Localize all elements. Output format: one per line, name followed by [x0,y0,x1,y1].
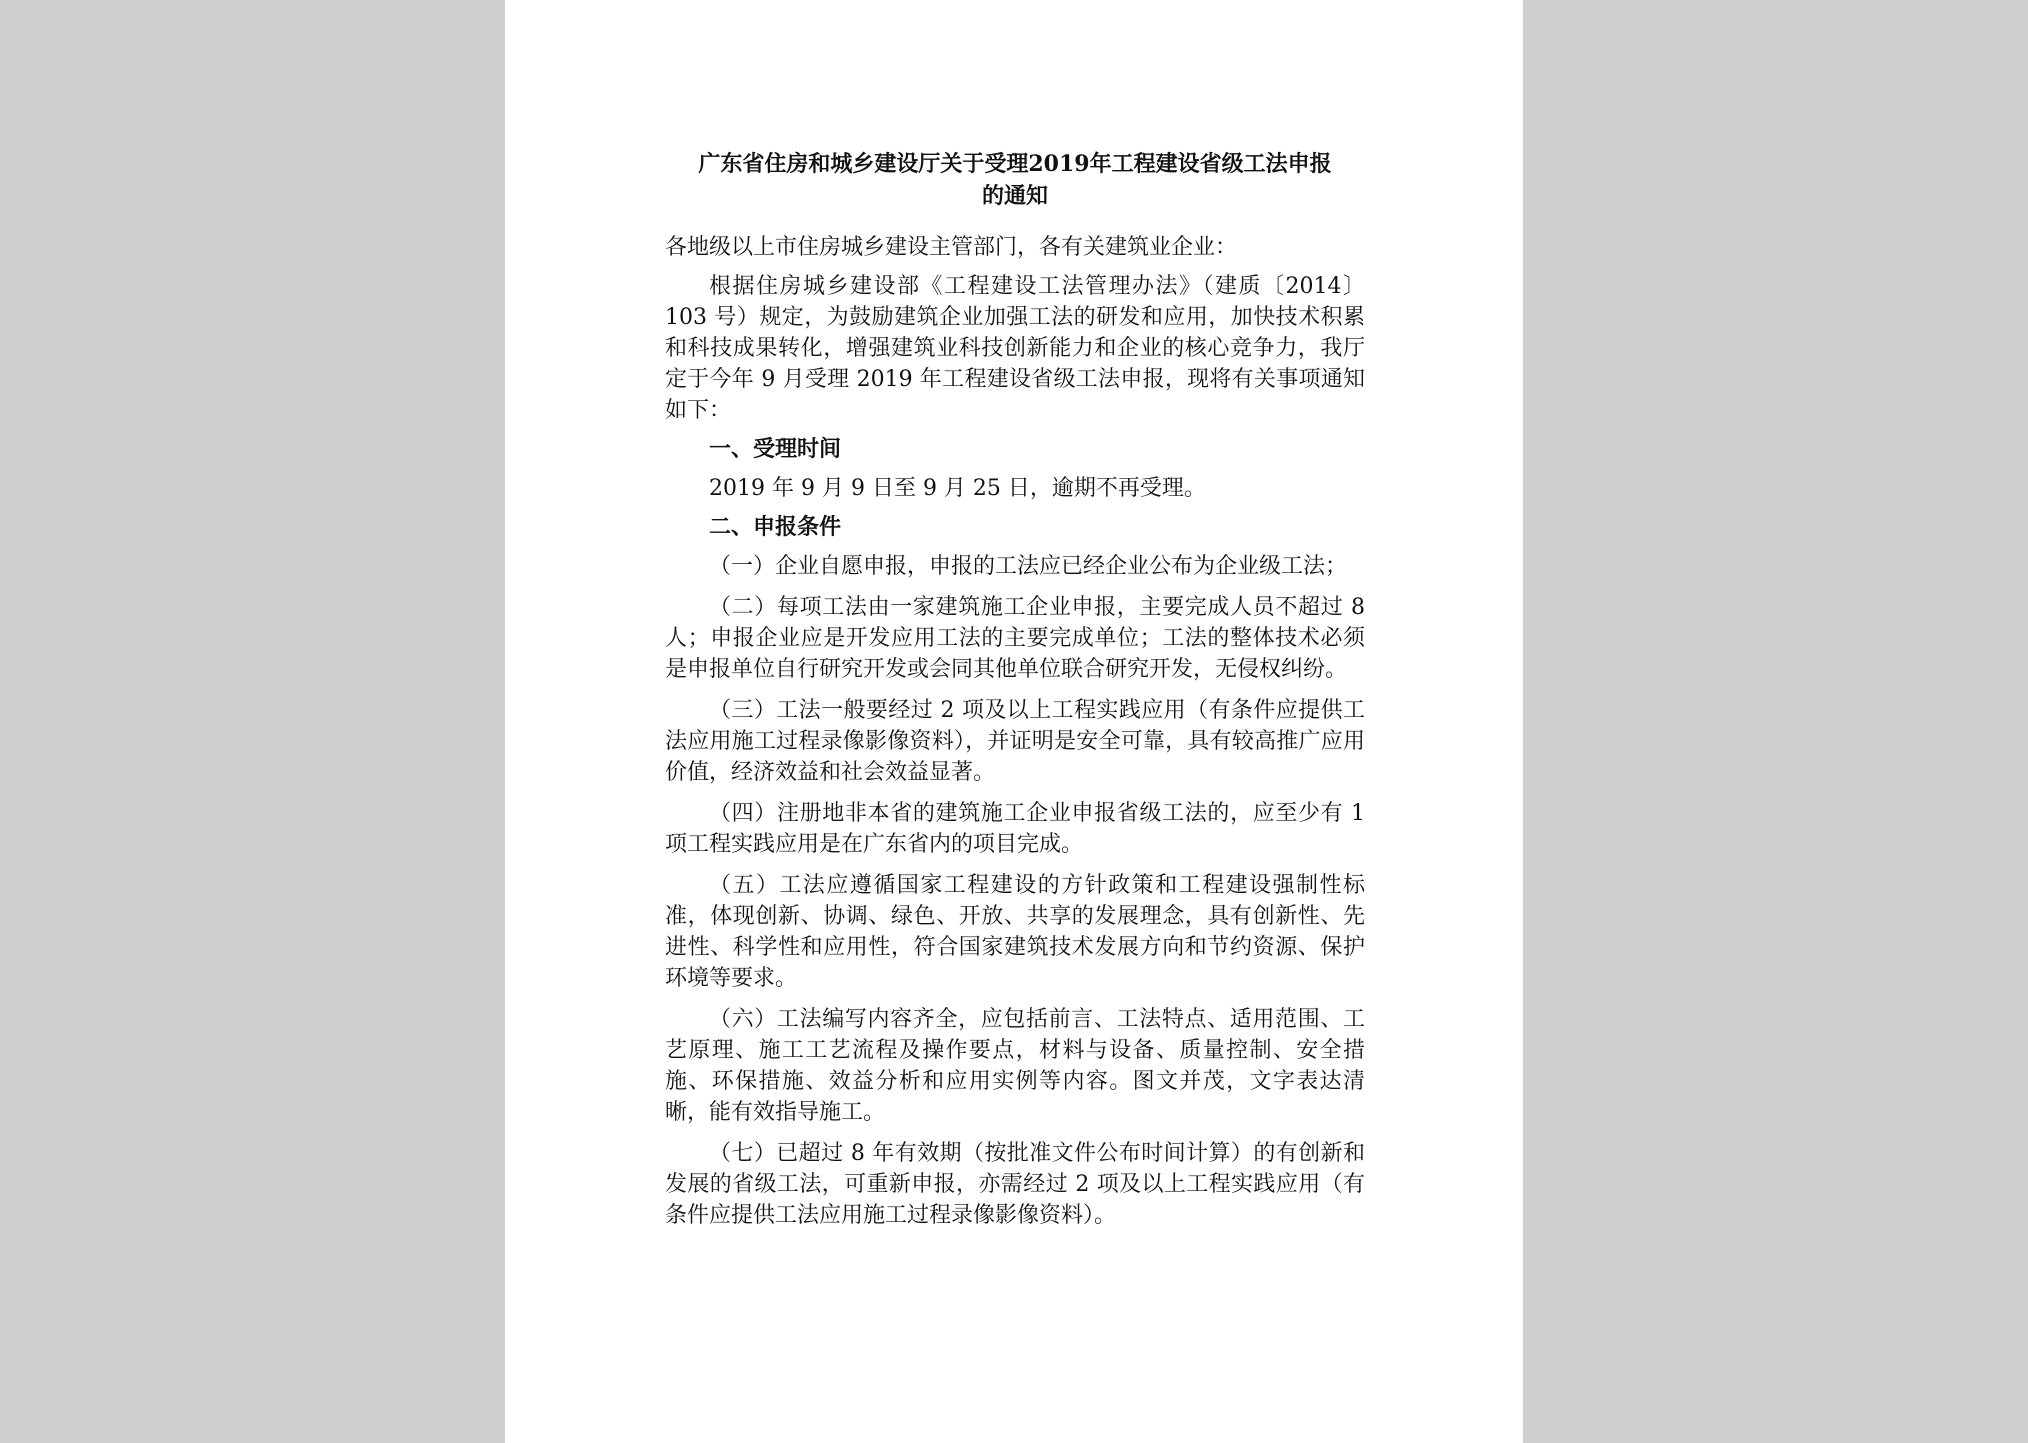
condition-4: （四）注册地非本省的建筑施工企业申报省级工法的，应至少有 1 项工程实践应用是在广东省内的项目完成。 [665,801,1365,857]
title-line-1: 广东省住房和城乡建设厅关于受理2019年工程建设省级工法申报 [698,151,1332,177]
document-page [505,0,1523,1443]
condition-7: （七）已超过 8 年有效期（按批准文件公布时间计算）的有创新和发展的省级工法，可重新申报，亦需经过 2 项及以上工程实践应用（有条件应提供工法应用施工过程录像影像资料）。 [665,1141,1365,1228]
condition-3: （三）工法一般要经过 2 项及以上工程实践应用（有条件应提供工法应用施工过程录像影像资料），并证明是安全可靠，具有较高推广应用价值，经济效益和社会效益显著。 [665,698,1365,785]
intro-paragraph: 根据住房城乡建设部《工程建设工法管理办法》（建质〔2014〕103 号）规定，为鼓励建筑企业加强工法的研发和应用，加快技术积累和科技成果转化，增强建筑业科技创新能力和企业的核心竞争力，我厅定于今年 9 月受理 2019 年工程建设省级工法申报，现将有关事项通知如下： [665,274,1365,423]
condition-6: （六）工法编写内容齐全，应包括前言、工法特点、适用范围、工艺原理、施工工艺流程及操作要点，材料与设备、质量控制、安全措施、环保措施、效益分析和应用实例等内容。图文并茂，文字表达清晰，能有效指导施工。 [665,1007,1365,1125]
condition-5: （五）工法应遵循国家工程建设的方针政策和工程建设强制性标准，体现创新、协调、绿色、开放、共享的发展理念，具有创新性、先进性、科学性和应用性，符合国家建筑技术发展方向和节约资源、保护环境等要求。 [665,873,1365,991]
document-content [665,148,1365,1241]
condition-2: （二）每项工法由一家建筑施工企业申报，主要完成人员不超过 8 人；申报企业应是开发应用工法的主要完成单位；工法的整体技术必须是申报单位自行研究开发或会同其他单位联合研究开发，无侵权纠纷。 [665,595,1365,682]
section-2-heading: 二、申报条件 [709,514,842,540]
section-1-text: 2019 年 9 月 9 日至 9 月 25 日，逾期不再受理。 [709,476,1206,501]
document-title [665,148,1365,212]
title-line-2: 的通知 [981,183,1048,209]
section-1-heading: 一、受理时间 [709,436,842,462]
condition-1: （一）企业自愿申报，申报的工法应已经企业公布为企业级工法； [709,554,1348,579]
salutation: 各地级以上市住房城乡建设主管部门，各有关建筑业企业： [665,235,1238,260]
